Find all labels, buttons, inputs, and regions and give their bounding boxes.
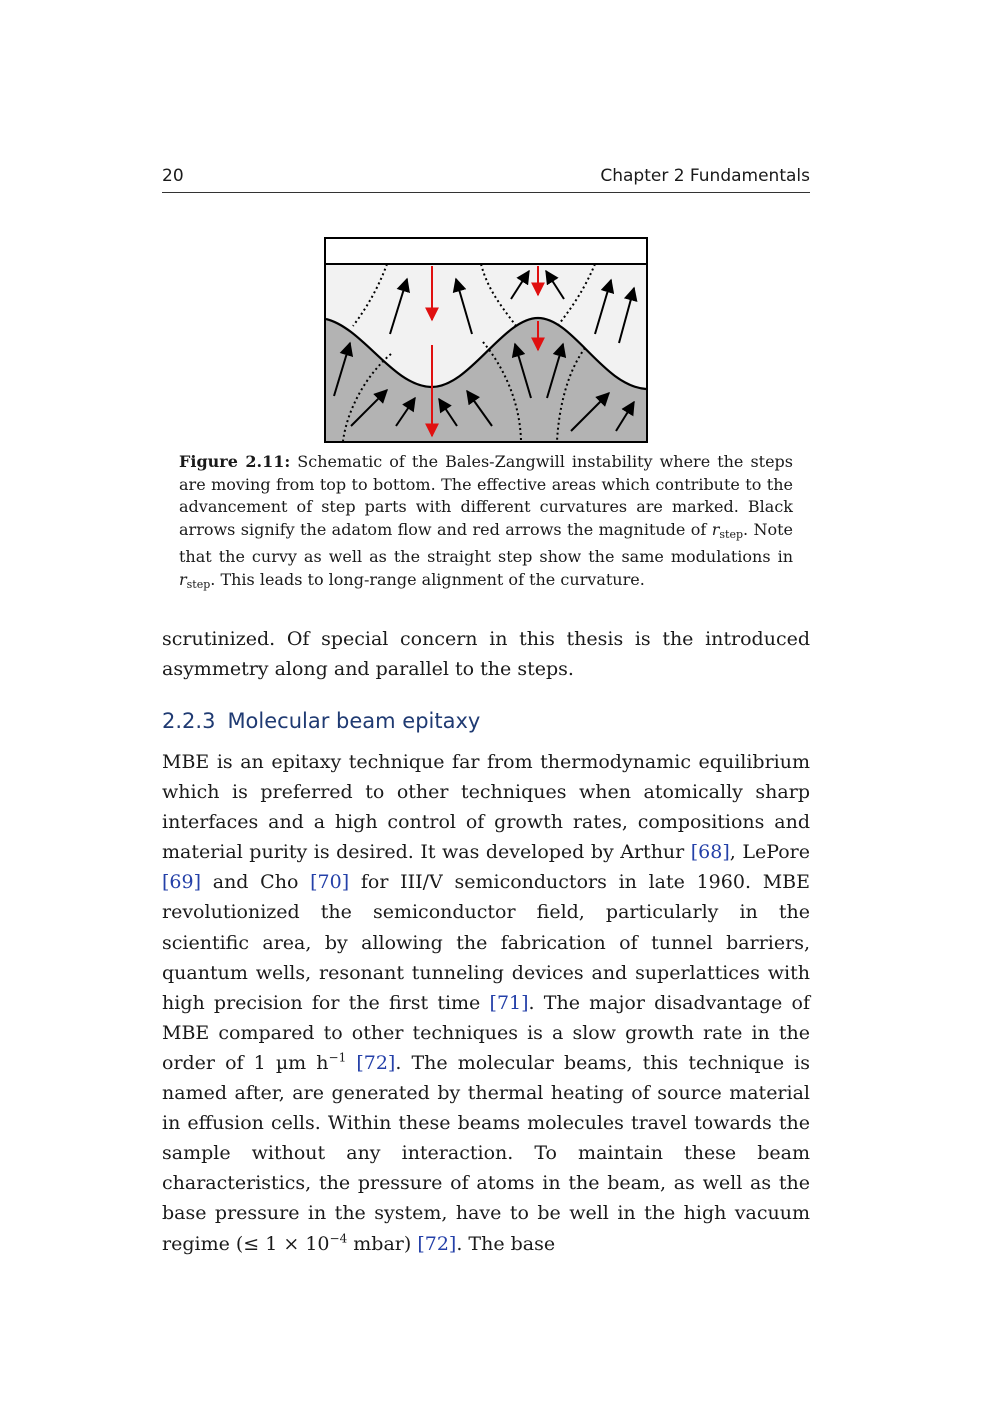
page-number: 20 (162, 166, 184, 186)
caption-r-symbol: r (711, 519, 720, 539)
caption-r-symbol: r (179, 569, 187, 589)
chapter-title: Chapter 2 Fundamentals (600, 166, 810, 186)
citation-link[interactable]: [71] (489, 991, 529, 1014)
caption-text: . Note that the curvy as well as the straight step show the same modulations in (179, 519, 794, 567)
body-text: and Cho (201, 871, 311, 894)
body-text: . The molecular beams, this technique is named after, are generated by thermal heating of source material in effusion cells. Within these beams molecules travel towards the sample without any interaction. To maintain these beam characteristics, the pressure of atoms in the beam, as well as the base pressure in the system, have to be well in the high vacuum regime (≤ 1 × 10 (162, 1051, 810, 1255)
section-title: Molecular beam epitaxy (227, 709, 481, 733)
body-text: for III/V semiconductors in late 1960. MBE revolutionized the semiconductor field, particularly in the scientific area, by allowing the fabrication of tunnel barriers, quantum wells, resonant tunneling devices and superlattices with high precision for the first time (162, 871, 810, 1014)
body-text: , LePore (729, 841, 810, 864)
body-text: MBE is an epitaxy technique far from thermodynamic equilibrium which is preferred to other techniques when atomically sharp interfaces and a high control of growth rates, compositions and material purity is desired. It was developed by Arthur (162, 751, 810, 864)
caption-label: Figure 2.11: (179, 452, 291, 471)
caption-r-subscript: step (186, 577, 211, 591)
section-heading (162, 709, 810, 733)
page-header (162, 166, 810, 193)
citation-link[interactable]: [72] (417, 1232, 457, 1255)
citation-link[interactable]: [69] (162, 871, 202, 894)
body-text: . The major disadvantage of MBE compared to other techniques is a slow growth rate in the order of 1 µm h (162, 991, 810, 1074)
mbe-paragraph (162, 747, 810, 1259)
caption-text: Schematic of the Bales-Zangwill instability where the steps are moving from top to bottom. The effective areas which contribute to the advancement of step parts with different curvatures are marked. Black arrows signify the adatom flow and red arrows the magnitude of (179, 452, 794, 539)
citation-link[interactable]: [72] (356, 1051, 396, 1074)
superscript: −1 (328, 1050, 347, 1065)
straight-step-bar (325, 238, 647, 264)
citation-link[interactable]: [70] (310, 871, 350, 894)
section-number: 2.2.3 (162, 709, 216, 733)
body-text: mbar) (347, 1232, 418, 1255)
bales-zangwill-figure (323, 236, 649, 446)
figure-caption (179, 451, 793, 597)
paragraph-continuation: scrutinized. Of special concern in this thesis is the introduced asymmetry along and parallel to the steps. (162, 628, 810, 680)
caption-text: . This leads to long-range alignment of the curvature. (210, 569, 645, 589)
citation-link[interactable]: [68] (690, 841, 730, 864)
body-text: . The base (456, 1232, 556, 1255)
caption-r-subscript: step (719, 527, 743, 541)
superscript: −4 (329, 1231, 348, 1246)
